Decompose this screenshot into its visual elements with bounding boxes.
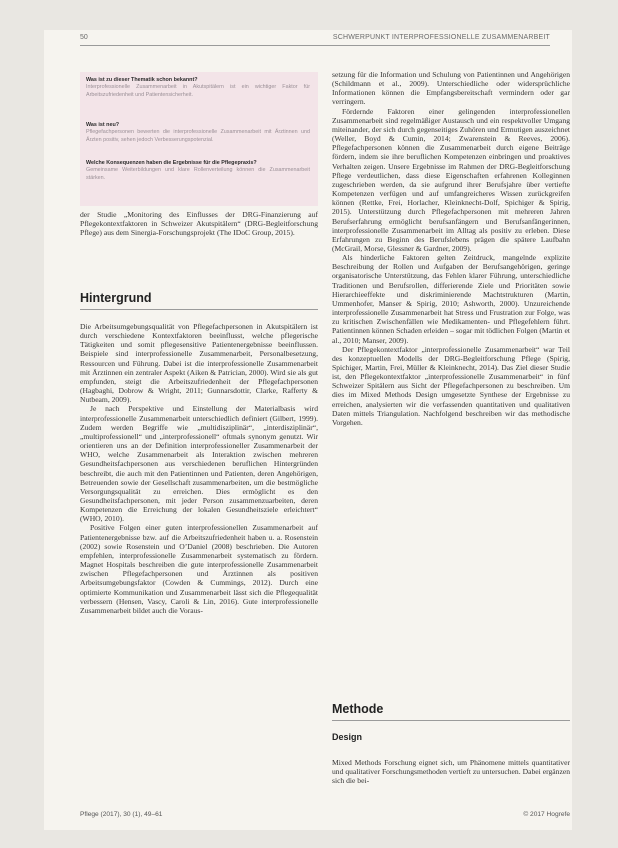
paragraph: Fördernde Faktoren einer gelingenden interprofessionellen Zusammenarbeit sind regelmäßiger Austausch und ein respektvoller Umgang miteinander, der sich durch gegenseitiges Zuhören und Ermutigen auszeichnet (Weller, Boyd & Cumin, 2014; Zwarenstein & Reeves, 2006). Pflegefachpersonen können die Zusammenarbeit durch eigene Beiträge fördern, indem sie ihre beruflichen Kompetenzen einbringen und proaktives Verhalten zeigen. Unsere Ergebnisse im Rahmen der DRG-Begleitforschung Pflege verdeutlichen, dass diese Eigenschaften erfahrenen Kolleginnen zugeschrieben werden, da sie aufgrund ihrer Berufsjahre über vertiefte Kompetenzen verfügen und auf umfangreicheres Wissen zurückgreifen können (Rettke, Frei, Horlacher, Kleinknecht-Dolf, Spichiger & Spirig, 2015). Unterstützung durch Pflegefachpersonen mit mehreren Jahren Berufserfahrung ermöglicht berufsanfängern und Berufsanfängerinnen, interprofessionelle Zusammenarbeit im Alltag als positiv zu erleben. Diese Erfahrungen zu Beginn des Berufslebens prägen die spätere Laufbahn (McGrail, Morse, Glessner & Gardner, 2009). xyxy=(332,106,570,253)
box-answer: Gemeinsame Weiterbildungen und klare Rollenverteilung können die Zusammenarbeit stärken. xyxy=(86,167,310,181)
paragraph: Positive Folgen einer guten interprofessionellen Zusammenarbeit auf Patientenergebnisse bzw. auf die Arbeitszufriedenheit haben u. a. Rosenstein (2002) sowie Rosenstein und O’Daniel (2008) beschrieben. Die Autoren empfehlen, interprofessionelle Zusammenarbeit systematisch zu fördern. Magnet Hospitals beschreiben die gute interprofessionelle Zusammenarbeit zwischen Pflegefachpersonen und Ärztinnen als positiven Arbeitsumgebungsfaktor (Cowden & Cummings, 2012). Durch eine optimierte Kommunikation und Zusammenarbeit lässt sich die Pflegequalität verbessern (Hensen, Vascy, Caroli & Lin, 2016). Gute interprofessionelle Zusammenarbeit bildet auch die Voraus- xyxy=(80,523,318,615)
methode-text xyxy=(332,758,570,798)
paragraph: Die Arbeitsumgebungsqualität von Pflegefachpersonen in Akutspitälern ist durch verschiedene Kontextfaktoren beeinflusst, welche pflegerische Tätigkeiten und somit pflegesensitive Patientenergebnisse beeinflussen. Beispiele sind interprofessionelle Zusammenarbeit, Personalbesetzung, Ressourcen und Führung. Dabei ist die interprofessionelle Zusammenarbeit mit Ärztinnen ein zentraler Aspekt (Aiken & Patrician, 2000). Wird sie als gut empfunden, steigt die Arbeitszufriedenheit der Pflegefachpersonen (Hagbaghi, Dobrow & Wright, 2011; Gunnarsdottir, Clarke, Rafferty & Nutbeam, 2009). xyxy=(80,322,318,405)
summary-box xyxy=(80,72,318,206)
footer-citation: Pflege (2017), 30 (1), 49–61 xyxy=(80,811,163,818)
box-item-2 xyxy=(86,122,310,144)
section-heading-hintergrund: Hintergrund xyxy=(80,291,152,305)
paragraph: Der Pflegekontextfaktor „interprofessionelle Zusammenarbeit“ war Teil des konzeptuellen Modells der DRG-Begleitforschung Pflege (Spirig, Spichiger, Martin, Frei, Müller & Kleinknecht, 2014). Das Ziel dieser Studie ist, den Pflegekontextfaktor „interprofessionelle Zusammenarbeit“ in fünf Schweizer Spitälern aus Sicht der Pflegefachpersonen zu beschreiben. Um dies im Mixed Methods Design umgesetzte Synthese der Ergebnisse zu erreichen, analysierten wir die verfassenden quantitativen und qualitativen Daten mittels Triangulation. Nachfolgend beschreiben wir das methodische Vorgehen. xyxy=(332,344,570,427)
box-answer: Interprofessionelle Zusammenarbeit in Akutspitälern ist ein wichtiger Faktor für Arbeitszufriedenheit und Patientensicherheit. xyxy=(86,84,310,98)
running-title: SCHWERPUNKT INTERPROFESSIONELLE ZUSAMMENARBEIT xyxy=(332,34,550,41)
footer-copyright: © 2017 Hogrefe xyxy=(523,811,570,818)
box-question: Welche Konsequenzen haben die Ergebnisse für die Pflegepraxis? xyxy=(86,160,257,166)
left-column xyxy=(80,322,318,800)
running-header xyxy=(80,34,550,48)
left-intro-text xyxy=(80,210,318,237)
paragraph: der Studie „Monitoring des Einflusses der DRG-Finanzierung auf Pflegekontextfaktoren in Schweizer Akutspitälern“ (DRG-Begleitforschung Pflege) aus dem Sinergia-Forschungsprojekt (The IDoC Group, 2015). xyxy=(80,210,318,238)
section-rule xyxy=(332,720,570,721)
subsection-heading-design: Design xyxy=(332,732,363,742)
header-rule xyxy=(80,45,550,46)
section-rule xyxy=(80,309,318,310)
page-number: 50 xyxy=(80,34,88,41)
right-column xyxy=(332,70,570,664)
paragraph: setzung für die Information und Schulung von Patientinnen und Angehörigen (Schildmann et al., 2009). Unterschiedliche oder widersprüchliche Informationen können die Empfangsbereitschaft vermindern oder gar verringern. xyxy=(332,70,570,107)
box-item-3 xyxy=(86,160,310,182)
section-heading-methode: Methode xyxy=(332,702,384,716)
box-question: Was ist neu? xyxy=(86,122,120,128)
box-item-1 xyxy=(86,77,310,99)
paragraph: Je nach Perspektive und Einstellung der Materialbasis wird interprofessionelle Zusammenarbeit unterschiedlich definiert (Gilbert, 1999). Zudem werden Begriffe wie „multidisziplinär“, „interdisziplinär“, „multiprofessionell“ und „interprofessionell“ oftmals synonym genutzt. Wir orientieren uns an der Definition interprofessioneller Zusammenarbeit der WHO, welche Zusammenarbeit als Interaktion zwischen mehreren Gesundheitsfachpersonen aus verschiedenen beruflichen Hintergründen beschreibt, die auch mit den Patientinnen und Patienten, deren Angehörigen, Betreuenden sowie der Gesellschaft zusammenarbeiten, um die bestmögliche Versorgungsqualität zu erreichen. Dies ermöglicht es den Gesundheitsfachpersonen, mit jeder Person zusammenzuarbeiten, deren Kompetenzen die Erreichung der lokalen Gesundheitsziele erleichtert“ (WHO, 2010). xyxy=(80,404,318,524)
paragraph: Mixed Methods Forschung eignet sich, um Phänomene mittels quantitativer und qualitativer Forschungsmethoden vertieft zu untersuchen. Dabei ergänzen sich die bei- xyxy=(332,758,570,786)
paragraph: Als hinderliche Faktoren gelten Zeitdruck, mangelnde explizite Beschreibung der Rollen und Aufgaben der Berufsangehörigen, geringe organisatorische Unterstützung, das Fehlen klarer Führung, unterschiedliche Traditionen und Berufsrollen, differierende Ziele und Prioritäten sowie Hierarchieeffekte und diskriminierende Machtstrukturen (Martin, Ummenhofer, Manser & Spirig, 2010; Ashworth, 2000). Unzureichende interprofessionelle Zusammenarbeit hat Stress und Frustration zur Folge, was zu kritischen Zwischenfällen wie Medikamenten- und Pflegefehlern führt. Patientinnen können Schaden erleiden – sogar mit tödlichen Folgen (Martin et al., 2010; Manser, 2009). xyxy=(332,253,570,345)
box-question: Was ist zu dieser Thematik schon bekannt? xyxy=(86,77,198,83)
box-answer: Pflegefachpersonen bewerten die interprofessionelle Zusammenarbeit mit Ärztinnen und Ärzten positiv, sehen jedoch Verbesserungspotenzial. xyxy=(86,129,310,143)
